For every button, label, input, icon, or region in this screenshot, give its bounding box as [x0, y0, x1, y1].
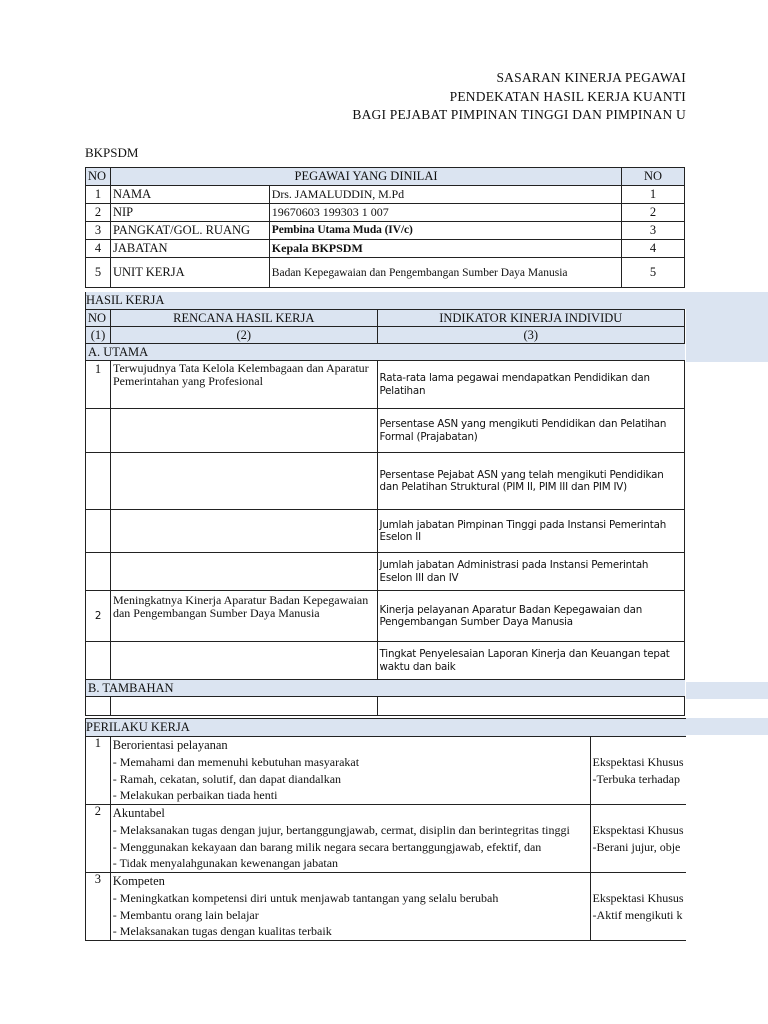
side-band-1	[686, 292, 768, 362]
exp-cell	[590, 805, 686, 822]
list-item	[86, 890, 687, 907]
row-no: 4	[86, 240, 111, 258]
row-no-right: 4	[622, 240, 685, 258]
row-label: JABATAN	[110, 240, 269, 258]
group-no: 1	[86, 737, 111, 805]
row-rencana	[110, 642, 377, 680]
table-row	[86, 453, 685, 510]
row-rencana	[110, 453, 377, 510]
row-no	[86, 409, 111, 453]
row-rencana: Meningkatnya Kinerja Aparatur Badan Kepegawaian dan Pengembangan Sumber Daya Manusia	[110, 591, 377, 642]
row-indikator: Jumlah jabatan Pimpinan Tinggi pada Instansi Pemerintah Eselon II	[377, 510, 684, 553]
pegawai-table	[85, 167, 685, 288]
table-row	[86, 186, 685, 204]
row-no	[86, 510, 111, 553]
hasil-num-row	[86, 327, 685, 344]
num-1: (1)	[86, 327, 111, 344]
exp-cell	[590, 856, 686, 873]
table-row	[86, 642, 685, 680]
row-value: Kepala BKPSDM	[269, 240, 621, 258]
perilaku-band	[85, 718, 686, 736]
exp-label: Ekspektasi Khusus	[590, 754, 686, 771]
group-item: - Melaksanakan tugas dengan jujur, bertanggungjawab, cermat, disiplin dan berintegritas tinggi	[110, 822, 590, 839]
tambahan-label: B. TAMBAHAN	[86, 680, 685, 697]
list-item	[86, 754, 687, 771]
group-item: - Melakukan perbaikan tiada henti	[110, 788, 590, 805]
col-indikator: INDIKATOR KINERJA INDIVIDU	[377, 310, 684, 327]
exp-cell	[590, 737, 686, 754]
row-indikator	[377, 697, 684, 716]
group-item: - Ramah, cekatan, solutif, dan dapat diandalkan	[110, 771, 590, 788]
row-value: Badan Kepegawaian dan Pengembangan Sumber Daya Manusia	[269, 258, 621, 288]
table-row	[86, 591, 685, 642]
list-item	[86, 907, 687, 924]
list-item	[86, 822, 687, 839]
table-row	[86, 240, 685, 258]
row-no: 3	[86, 222, 111, 240]
list-item	[86, 924, 687, 941]
utama-label: A. UTAMA	[86, 344, 685, 361]
utama-row	[86, 344, 685, 361]
group-item: - Menggunakan kekayaan dan barang milik negara secara bertanggungjawab, efektif, dan	[110, 839, 590, 856]
exp-value: -Berani jujur, obje	[590, 839, 686, 856]
side-band-2	[686, 682, 768, 699]
table-row	[86, 204, 685, 222]
exp-cell	[590, 924, 686, 941]
num-2: (2)	[110, 327, 377, 344]
row-no	[86, 697, 111, 716]
col-pegawai: PEGAWAI YANG DINILAI	[110, 168, 621, 186]
row-indikator: Tingkat Penyelesaian Laporan Kinerja dan Keuangan tepat waktu dan baik	[377, 642, 684, 680]
perilaku-label: PERILAKU KERJA	[86, 720, 190, 734]
row-no-right: 2	[622, 204, 685, 222]
table-row	[86, 409, 685, 453]
row-rencana	[110, 409, 377, 453]
table-row	[86, 361, 685, 409]
org-label: BKPSDM	[85, 145, 139, 160]
row-indikator: Persentase ASN yang mengikuti Pendidikan dan Pelatihan Formal (Prajabatan)	[377, 409, 684, 453]
list-item	[86, 856, 687, 873]
hasil-kerja-band	[85, 292, 686, 309]
row-label: UNIT KERJA	[110, 258, 269, 288]
title-line-2: PENDEKATAN HASIL KERJA KUANTI	[449, 89, 686, 104]
row-no: 1	[86, 186, 111, 204]
row-value: Drs. JAMALUDDIN, M.Pd	[269, 186, 621, 204]
row-no	[86, 642, 111, 680]
row-rencana	[110, 553, 377, 591]
hasil-kerja-table	[85, 309, 685, 716]
row-no: 2	[86, 204, 111, 222]
exp-label: Ekspektasi Khusus	[590, 890, 686, 907]
row-value: 19670603 199303 1 007	[269, 204, 621, 222]
list-item	[86, 788, 687, 805]
row-indikator: Rata-rata lama pegawai mendapatkan Pendidikan dan Pelatihan	[377, 361, 684, 409]
col-no: NO	[86, 310, 111, 327]
group-item: - Tidak menyalahgunakan kewenangan jabatan	[110, 856, 590, 873]
col-no: NO	[86, 168, 111, 186]
row-no	[86, 453, 111, 510]
exp-cell	[590, 788, 686, 805]
row-rencana	[110, 697, 377, 716]
table-row	[86, 697, 685, 716]
row-rencana	[110, 510, 377, 553]
row-no	[86, 553, 111, 591]
group-title: Berorientasi pelayanan	[110, 737, 590, 754]
perilaku-table	[85, 736, 686, 941]
row-no: 2	[86, 591, 111, 642]
row-indikator: Jumlah jabatan Administrasi pada Instansi Pemerintah Eselon III dan IV	[377, 553, 684, 591]
group-title: Akuntabel	[110, 805, 590, 822]
table-row	[86, 222, 685, 240]
group-item: - Melaksanakan tugas dengan kualitas terbaik	[110, 924, 590, 941]
table-row	[86, 553, 685, 591]
exp-value: -Terbuka terhadap	[590, 771, 686, 788]
title-line-3: BAGI PEJABAT PIMPINAN TINGGI DAN PIMPINAN U	[352, 107, 686, 122]
hasil-header-row	[86, 310, 685, 327]
group-item: - Meningkatkan kompetensi diri untuk menjawab tantangan yang selalu berubah	[110, 890, 590, 907]
group-item: - Memahami dan memenuhi kebutuhan masyarakat	[110, 754, 590, 771]
row-rencana: Terwujudnya Tata Kelola Kelembagaan dan Aparatur Pemerintahan yang Profesional	[110, 361, 377, 409]
table-row	[86, 258, 685, 288]
title-line-1: SASARAN KINERJA PEGAWAI	[496, 70, 686, 85]
row-no-right: 5	[622, 258, 685, 288]
row-indikator: Kinerja pelayanan Aparatur Badan Kepegawaian dan Pengembangan Sumber Daya Manusia	[377, 591, 684, 642]
group-no: 2	[86, 805, 111, 873]
row-no-right: 1	[622, 186, 685, 204]
row-label: PANGKAT/GOL. RUANG	[110, 222, 269, 240]
row-label: NIP	[110, 204, 269, 222]
col-no-right: NO	[622, 168, 685, 186]
perilaku-group-3	[86, 873, 687, 890]
row-no-right: 3	[622, 222, 685, 240]
list-item	[86, 839, 687, 856]
side-band-3	[686, 718, 768, 735]
row-indikator: Persentase Pejabat ASN yang telah mengikuti Pendidikan dan Pelatihan Struktural (PIM II, PIM III dan PIM IV)	[377, 453, 684, 510]
group-item: - Membantu orang lain belajar	[110, 907, 590, 924]
exp-cell	[590, 873, 686, 890]
tambahan-row	[86, 680, 685, 697]
list-item	[86, 771, 687, 788]
perilaku-group-1	[86, 737, 687, 754]
row-value: Pembina Utama Muda (IV/c)	[269, 222, 621, 240]
row-no: 1	[86, 361, 111, 409]
pegawai-header-row	[86, 168, 685, 186]
table-row	[86, 510, 685, 553]
group-no: 3	[86, 873, 111, 941]
perilaku-group-2	[86, 805, 687, 822]
row-label: NAMA	[110, 186, 269, 204]
col-rencana: RENCANA HASIL KERJA	[110, 310, 377, 327]
group-title: Kompeten	[110, 873, 590, 890]
exp-label: Ekspektasi Khusus	[590, 822, 686, 839]
row-no: 5	[86, 258, 111, 288]
exp-value: -Aktif mengikuti k	[590, 907, 686, 924]
num-3: (3)	[377, 327, 684, 344]
hasil-kerja-label: HASIL KERJA	[86, 293, 165, 307]
